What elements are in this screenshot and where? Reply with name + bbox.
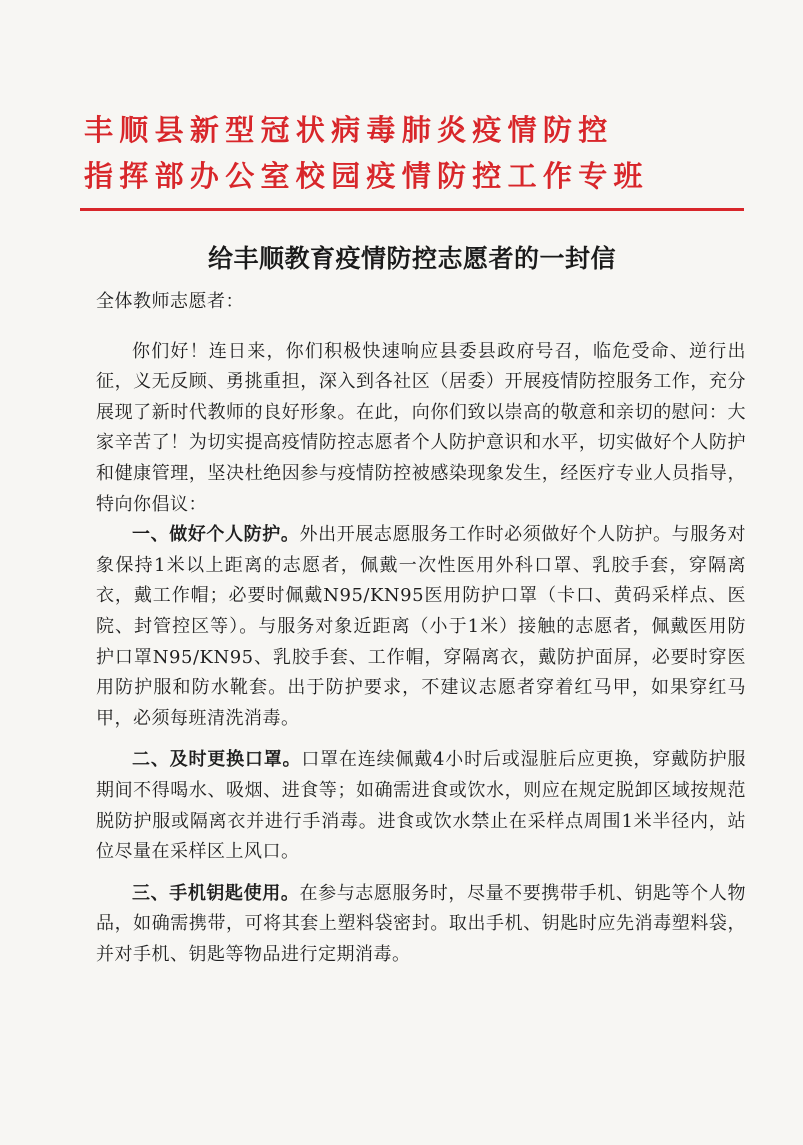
salutation: 全体教师志愿者： [96, 291, 244, 312]
item-1-heading: 一、做好个人防护。 [132, 524, 300, 546]
item-3-text: 在参与志愿服务时，尽量不要携带手机、钥匙等个人物品，如确需携带，可将其套上塑料袋密封。取出手机、钥匙时应先消毒塑料袋，并对手机、钥匙等物品进行定期消毒。 [96, 882, 746, 965]
header-line-1: 丰顺县新型冠状病毒肺炎疫情防控 [84, 113, 614, 147]
header-divider [80, 208, 744, 211]
item-3-paragraph [96, 879, 746, 971]
intro-paragraph: 你们好！连日来，你们积极快速响应县委县政府号召，临危受命、逆行出征，义无反顾、勇挑重担，深入到各社区（居委）开展疫情防控服务工作，充分展现了新时代教师的良好形象。在此，向你们致以崇高的敬意和亲切的慰问：大家辛苦了！为切实提高疫情防控志愿者个人防护意识和水平，切实做好个人防护和健康管理，坚决杜绝因参与疫情防控被感染现象发生，经医疗专业人员指导，特向你倡议： [96, 340, 746, 515]
header-line-2: 指挥部办公室校园疫情防控工作专班 [84, 159, 649, 193]
item-2-text: 口罩在连续佩戴4小时后或湿脏后应更换，穿戴防护服期间不得喝水、吸烟、进食等；如确需进食或饮水，则应在规定脱卸区域按规范脱防护服或隔离衣并进行手消毒。进食或饮水禁止在采样点周围1米半径内，站位尽量在采样区上风口。 [96, 749, 746, 863]
letter-body [96, 287, 746, 970]
item-2-paragraph [96, 745, 746, 867]
item-2-heading: 二、及时更换口罩。 [132, 749, 302, 771]
item-1-paragraph [96, 520, 746, 734]
item-3-heading: 三、手机钥匙使用。 [132, 882, 300, 904]
item-1-text: 外出开展志愿服务工作时必须做好个人防护。与服务对象保持1米以上距离的志愿者，佩戴一次性医用外科口罩、乳胶手套，穿隔离衣，戴工作帽；必要时佩戴N95/KN95医用防护口罩（卡口、黄码采样点、医院、封管控区等）。与服务对象近距离（小于1米）接触的志愿者，佩戴医用防护口罩N95/KN95、乳胶手套、工作帽，穿隔离衣，戴防护面屏，必要时穿医用防护服和防水靴套。出于防护要求，不建议志愿者穿着红马甲，如果穿红马甲，必须每班清洗消毒。 [96, 524, 746, 729]
letter-title: 给丰顺教育疫情防控志愿者的一封信 [207, 244, 616, 273]
